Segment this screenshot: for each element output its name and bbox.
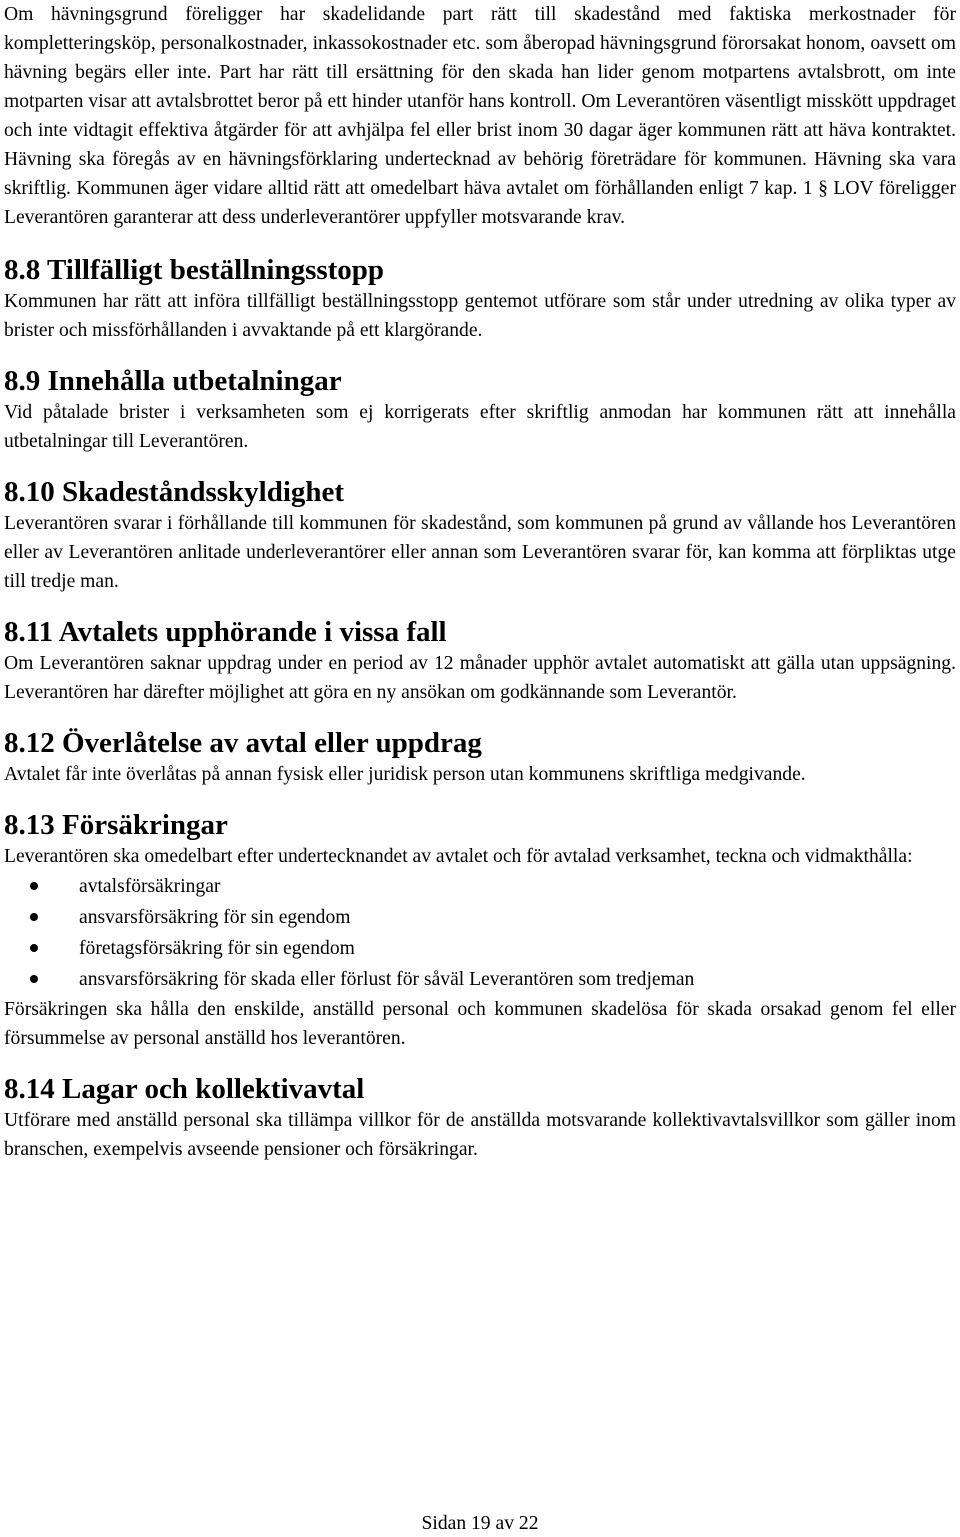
list-item-text: ansvarsförsäkring för skada eller förlust för såväl Leverantören som tredjeman — [79, 969, 695, 990]
section-paragraph: Vid påtalade brister i verksamheten som ej korrigerats efter skriftlig anmodan har kommunen rätt att innehålla utbetalningar till Leverantören. — [4, 402, 956, 452]
insurance-list — [4, 871, 956, 995]
list-item-text: ansvarsförsäkring för sin egendom — [79, 907, 351, 928]
section-heading: 8.14 Lagar och kollektivavtal — [4, 1073, 365, 1105]
section-paragraph: Utförare med anställd personal ska tillämpa villkor för de anställda motsvarande kollektivavtalsvillkor som gäller inom branschen, exempelvis avseende pensioner och försäkringar. — [4, 1110, 956, 1160]
section-paragraph: Om Leverantören saknar uppdrag under en period av 12 månader upphör avtalet automatiskt att gälla utan uppsägning. Leverantören har därefter möjlighet att göra en ny ansökan om godkännande som Leverantör. — [4, 653, 956, 703]
section-8-12 — [4, 726, 956, 789]
list-item-text: avtalsförsäkringar — [79, 876, 221, 897]
section-8-13 — [4, 808, 956, 1053]
list-item — [4, 964, 956, 995]
section-heading: 8.11 Avtalets upphörande i vissa fall — [4, 616, 447, 648]
bullet-icon — [30, 882, 38, 890]
document-page — [4, 0, 956, 1164]
section-paragraph-after: Försäkringen ska hålla den enskilde, anställd personal och kommunen skadelösa för skada orsakad genom fel eller försummelse av personal anställd hos leverantören. — [4, 999, 956, 1049]
bullet-icon — [30, 913, 38, 921]
section-heading: 8.13 Försäkringar — [4, 809, 228, 841]
section-heading: 8.12 Överlåtelse av avtal eller uppdrag — [4, 727, 482, 759]
list-item-text: företagsförsäkring för sin egendom — [79, 938, 355, 959]
section-heading: 8.8 Tillfälligt beställningsstopp — [4, 254, 385, 286]
section-paragraph: Avtalet får inte överlåtas på annan fysisk eller juridisk person utan kommunens skriftliga medgivande. — [4, 764, 806, 785]
intro-paragraph: Om hävningsgrund föreligger har skadelidande part rätt till skadestånd med faktiska merkostnader för kompletteringsköp, personalkostnader, inkassokostnader etc. som åberopad hävningsgrund förorsakat honom, oavsett om hävning begärs eller inte. Part har rätt till ersättning för den skada han lider genom motpartens avtalsbrott, om inte motparten visar att avtalsbrottet beror på ett hinder utanför hans kontroll. Om Leverantören väsentligt misskött uppdraget och inte vidtagit effektiva åtgärder för att avhjälpa fel eller brist inom 30 dagar äger kommunen rätt att häva kontraktet. Hävning ska föregås av en hävningsförklaring undertecknad av behörig företrädare för kommunen. Hävning ska vara skriftlig. Kommunen äger vidare alltid rätt att omedelbart häva avtalet om förhållanden enligt 7 kap. 1 § LOV föreligger Leverantören garanterar att dess underleverantörer uppfyller motsvarande krav. — [4, 4, 956, 228]
list-item — [4, 933, 956, 964]
list-item — [4, 902, 956, 933]
section-heading: 8.10 Skadeståndsskyldighet — [4, 476, 345, 508]
section-8-11 — [4, 615, 956, 707]
section-8-10 — [4, 475, 956, 596]
section-paragraph: Leverantören svarar i förhållande till kommunen för skadestånd, som kommunen på grund av vållande hos Leverantören eller av Leverantören anlitade underleverantörer eller annan som Leverantören svarar för, kan komma att förpliktas utge till tredje man. — [4, 513, 956, 592]
list-item — [4, 871, 956, 902]
section-8-14 — [4, 1072, 956, 1164]
section-heading: 8.9 Innehålla utbetalningar — [4, 365, 342, 397]
section-paragraph: Kommunen har rätt att införa tillfälligt beställningsstopp gentemot utförare som står under utredning av olika typer av brister och missförhållanden i avvaktande på ett klargörande. — [4, 291, 956, 341]
section-8-9 — [4, 364, 956, 456]
bullet-icon — [30, 944, 38, 952]
section-8-8 — [4, 253, 956, 345]
bullet-icon — [30, 975, 38, 983]
page-number: Sidan 19 av 22 — [421, 1513, 539, 1534]
section-paragraph: Leverantören ska omedelbart efter undertecknandet av avtalet och för avtalad verksamhet, teckna och vidmakthålla: — [4, 846, 913, 867]
